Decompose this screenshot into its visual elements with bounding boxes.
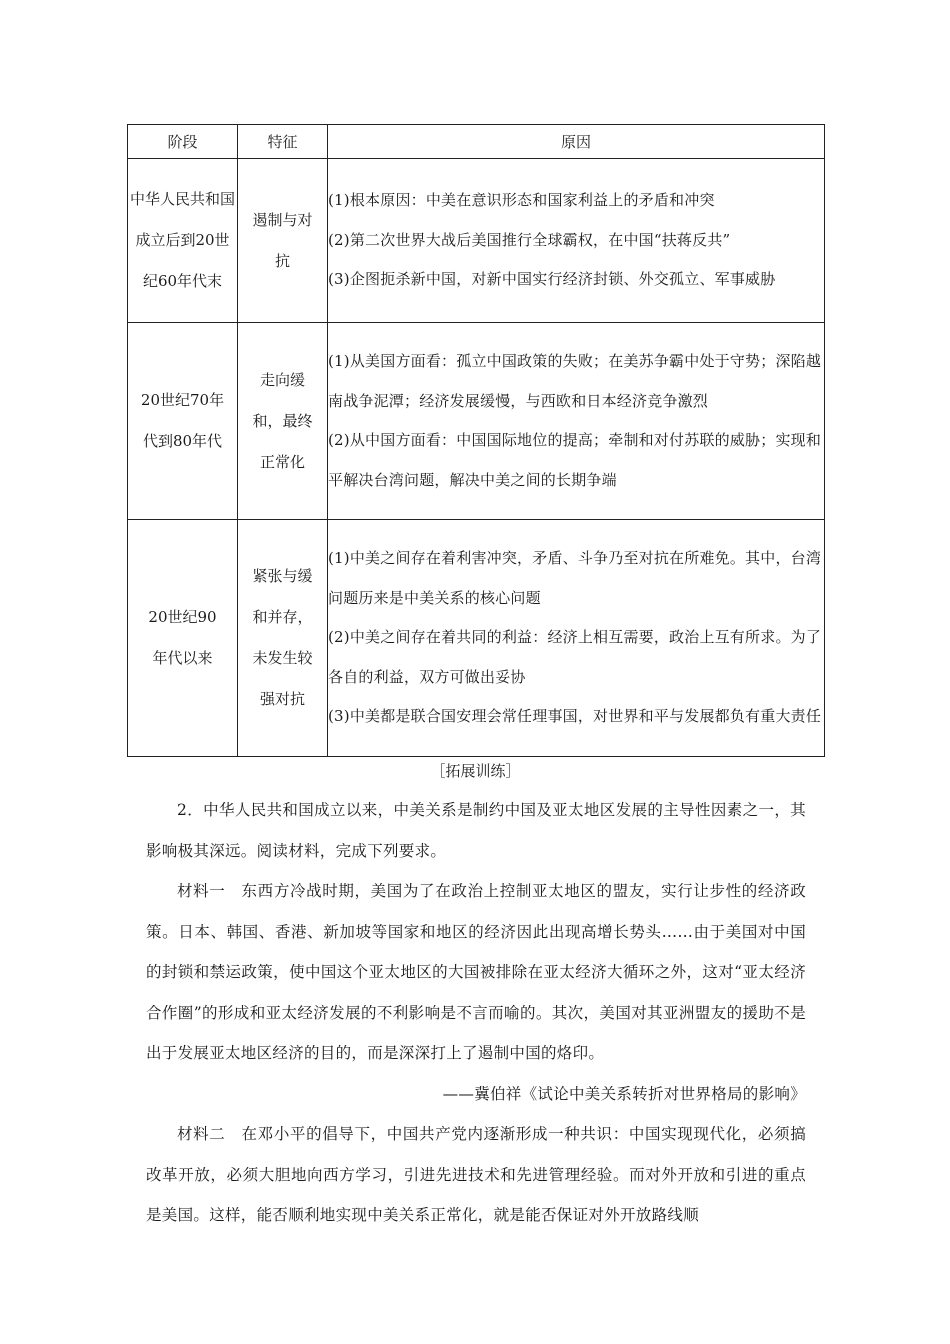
history-table [127,124,825,757]
feature-cell: 走向缓和，最终正常化 [238,323,328,520]
reason-item: (1)中美之间存在着利害冲突，矛盾、斗争乃至对抗在所难免。其中，台湾问题历来是中美关系的核心问题 [328,549,822,607]
table-header-row [128,125,825,159]
feature-cell: 遏制与对抗 [238,159,328,323]
stage-cell: 中华人民共和国成立后到20世纪60年代末 [128,159,238,323]
reason-item: (2)从中国方面看：中国国际地位的提高；牵制和对付苏联的威胁；实现和平解决台湾问题，解决中美之间的长期争端 [328,431,822,489]
question-intro: 2．中华人民共和国成立以来，中美关系是制约中国及亚太地区发展的主导性因素之一，其影响极其深远。阅读材料，完成下列要求。 [146,801,806,860]
material-two: 材料二 在邓小平的倡导下，中国共产党内逐渐形成一种共识：中国实现现代化，必须搞改革开放，必须大胆地向西方学习，引进先进技术和先进管理经验。而对外开放和引进的重点是美国。这样，能否顺利地实现中美关系正常化，就是能否保证对外开放路线顺 [146,1125,806,1224]
header-stage: 阶段 [128,125,238,159]
table-row [128,520,825,757]
reason-item: (1)从美国方面看：孤立中国政策的失败；在美苏争霸中处于守势；深陷越南战争泥潭；经济发展缓慢，与西欧和日本经济竞争激烈 [328,352,822,410]
reason-item: (2)第二次世界大战后美国推行全球霸权，在中国“扶蒋反共” [328,230,731,249]
reason-cell [328,323,825,520]
table-row [128,159,825,323]
header-feature: 特征 [238,125,328,159]
table-row [128,323,825,520]
reason-cell [328,520,825,757]
section-caption: ［拓展训练］ [430,762,521,780]
feature-cell: 紧张与缓和并存，未发生较强对抗 [238,520,328,757]
material-one: 材料一 东西方冷战时期，美国为了在政治上控制亚太地区的盟友，实行让步性的经济政策。日本、韩国、香港、新加坡等国家和地区的经济因此出现高增长势头……由于美国对中国的封锁和禁运政策，使中国这个亚太地区的大国被排除在亚太经济大循环之外，这对“亚太经济合作圈”的形成和亚太经济发展的不利影响是不言而喻的。其次，美国对其亚洲盟友的援助不是出于发展亚太地区经济的目的，而是深深打上了遏制中国的烙印。 [146,882,806,1062]
reason-cell [328,159,825,323]
reason-item: (3)中美都是联合国安理会常任理事国，对世界和平与发展都负有重大责任 [328,707,822,726]
header-reason: 原因 [328,125,825,159]
material-one-source: ——冀伯祥《试论中美关系转折对世界格局的影响》 [442,1084,806,1103]
stage-cell: 20世纪90年代以来 [128,520,238,757]
question-body [146,790,806,1236]
stage-cell: 20世纪70年代到80年代 [128,323,238,520]
reason-item: (1)根本原因：中美在意识形态和国家利益上的矛盾和冲突 [328,191,715,210]
reason-item: (2)中美之间存在着共同的利益：经济上相互需要，政治上互有所求。为了各自的利益，双方可做出妥协 [328,628,822,686]
reason-item: (3)企图扼杀新中国，对新中国实行经济封锁、外交孤立、军事威胁 [328,270,776,289]
